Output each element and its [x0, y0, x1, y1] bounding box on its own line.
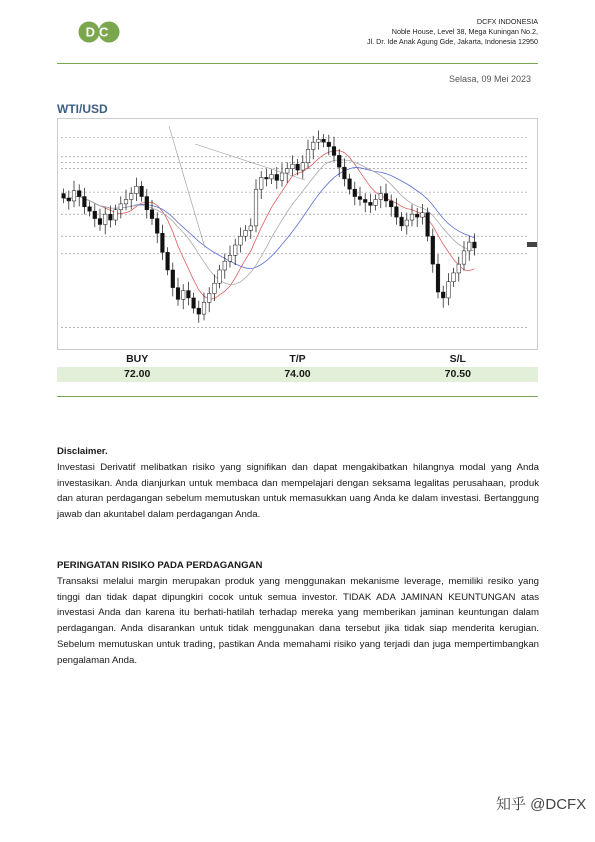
candle-body [77, 191, 81, 197]
candle-body [457, 264, 461, 273]
candle-body [192, 298, 196, 308]
buy-value: 72.00 [124, 368, 151, 380]
buy-label: BUY [126, 353, 149, 365]
logo-text: DC [85, 24, 113, 40]
candle-body [384, 194, 388, 201]
tp-value: 74.00 [284, 368, 311, 380]
candle-body [109, 214, 113, 220]
candle-body [213, 283, 217, 293]
header-divider [57, 63, 538, 64]
candle-body [62, 194, 66, 198]
candle-body [223, 261, 227, 270]
candle-body [202, 302, 206, 314]
candle-body [462, 251, 466, 264]
candle-body [233, 245, 237, 255]
candle-body [447, 282, 451, 298]
candle-body [369, 202, 373, 205]
candle-body [426, 213, 430, 237]
candle-body [228, 255, 232, 261]
company-header [367, 17, 538, 47]
watermark: 知乎 @DCFX [496, 796, 587, 813]
candle-body [83, 197, 87, 207]
candle-body [161, 233, 165, 252]
candle-body [348, 179, 352, 189]
candle-body [337, 155, 341, 167]
sl-label: S/L [449, 353, 466, 365]
candle-body [322, 139, 326, 142]
candle-body [306, 150, 310, 163]
candle-body [239, 236, 243, 245]
trade-labels-row [57, 352, 538, 367]
candle-body [88, 207, 92, 211]
candle-body [270, 174, 274, 178]
candle-body [363, 199, 367, 202]
candle-body [145, 197, 149, 210]
current-price-marker [527, 242, 537, 247]
candle-body [135, 186, 139, 193]
candle-body [124, 199, 128, 203]
candle-body [332, 147, 336, 156]
candle-body [254, 189, 258, 226]
tp-label: T/P [289, 353, 306, 365]
candlestick [426, 208, 430, 242]
candle-body [98, 219, 102, 225]
disclaimer-title: Disclaimer. [57, 446, 108, 457]
candle-body [207, 294, 211, 303]
candle-body [171, 270, 175, 288]
candle-body [353, 189, 357, 196]
candle-body [379, 194, 383, 200]
price-chart [57, 118, 538, 350]
candle-body [441, 292, 445, 298]
candle-body [197, 308, 201, 314]
trade-divider [57, 396, 538, 397]
candle-body [421, 213, 425, 217]
candle-body [395, 207, 399, 217]
candle-body [415, 214, 419, 217]
company-name: DCFX INDONESIA [476, 17, 538, 26]
candle-body [343, 167, 347, 179]
candle-body [181, 291, 185, 300]
candle-body [374, 199, 378, 205]
candle-body [259, 177, 263, 189]
candle-body [296, 164, 300, 170]
disclaimer-section [57, 444, 539, 523]
company-address-line2: Jl. Dr. Ide Anak Agung Gde, Jakarta, Indonesia 12950 [366, 37, 538, 46]
candle-body [473, 242, 477, 248]
candle-body [119, 204, 123, 210]
candle-body [400, 217, 404, 226]
candle-body [410, 214, 414, 220]
candle-body [405, 220, 409, 226]
candle-body [467, 242, 471, 251]
risk-warning-title: PERINGATAN RISIKO PADA PERDAGANGAN [57, 560, 263, 571]
sl-value: 70.50 [444, 368, 471, 380]
report-date: Selasa, 09 Mei 2023 [448, 74, 531, 84]
candle-body [265, 177, 269, 178]
candle-body [155, 219, 159, 234]
candle-body [317, 139, 321, 142]
candle-body [93, 211, 97, 218]
company-address-line1: Noble House, Level 38, Mega Kuningan No.2, [391, 27, 538, 36]
dcfx-logo [78, 20, 120, 44]
candle-body [176, 288, 180, 300]
candle-body [249, 226, 253, 230]
candle-body [285, 169, 289, 173]
candle-body [311, 142, 315, 149]
candle-body [72, 191, 76, 201]
instrument-title: WTI/USD [57, 102, 108, 116]
candle-body [436, 264, 440, 292]
candle-body [103, 214, 107, 224]
disclaimer-body: Investasi Derivatif melibatkan risiko yang signifikan dan dapat mengakibatkan hilangnya modal yang Anda investasikan. Anda dianjurkan untuk membaca dan mempelajari dengan seksama legalitas perusahaan, produk dan aturan perdagangan sebelum memutuskan untuk memasukkan uang Anda ke dalam investasi. Bertanggung jawab dan akuntabel dalam perdagangan Anda. [57, 461, 539, 521]
candle-body [452, 273, 456, 282]
risk-warning-section [57, 558, 539, 669]
candle-body [389, 201, 393, 207]
candle-body [114, 210, 118, 220]
candle-body [129, 194, 133, 200]
candle-body [275, 174, 279, 180]
candle-body [280, 173, 284, 180]
candle-body [291, 164, 295, 168]
candle-body [187, 291, 191, 298]
candle-body [140, 186, 144, 196]
risk-warning-body: Transaksi melalui margin merupakan produk yang menggunakan mekanisme leverage, memiliki resiko yang tinggi dan tidak dapat dipungkiri cocok untuk semua investor. TIDAK ADA JAMINAN KEUNTUNGAN atas investasi Anda dan karena itu berhati-hatilah terhadap mereka yang memberikan jaminan keuntungan dalam perdagangan. Anda disarankan untuk tidak menggunakan dana tersebut jika tidak siap menderita kerugian. Sebelum memutuskan untuk trading, pastikan Anda memahami risiko yang terjadi dan juga mempertimbangkan pengalaman Anda. [57, 575, 539, 666]
candle-body [431, 236, 435, 264]
candle-body [166, 252, 170, 270]
candle-body [150, 210, 154, 219]
candle-body [301, 163, 305, 170]
candle-body [244, 230, 248, 236]
candle-body [218, 270, 222, 283]
candle-body [327, 142, 331, 146]
trade-values-row [57, 367, 538, 382]
candle-body [358, 197, 362, 200]
candle-body [67, 198, 71, 201]
